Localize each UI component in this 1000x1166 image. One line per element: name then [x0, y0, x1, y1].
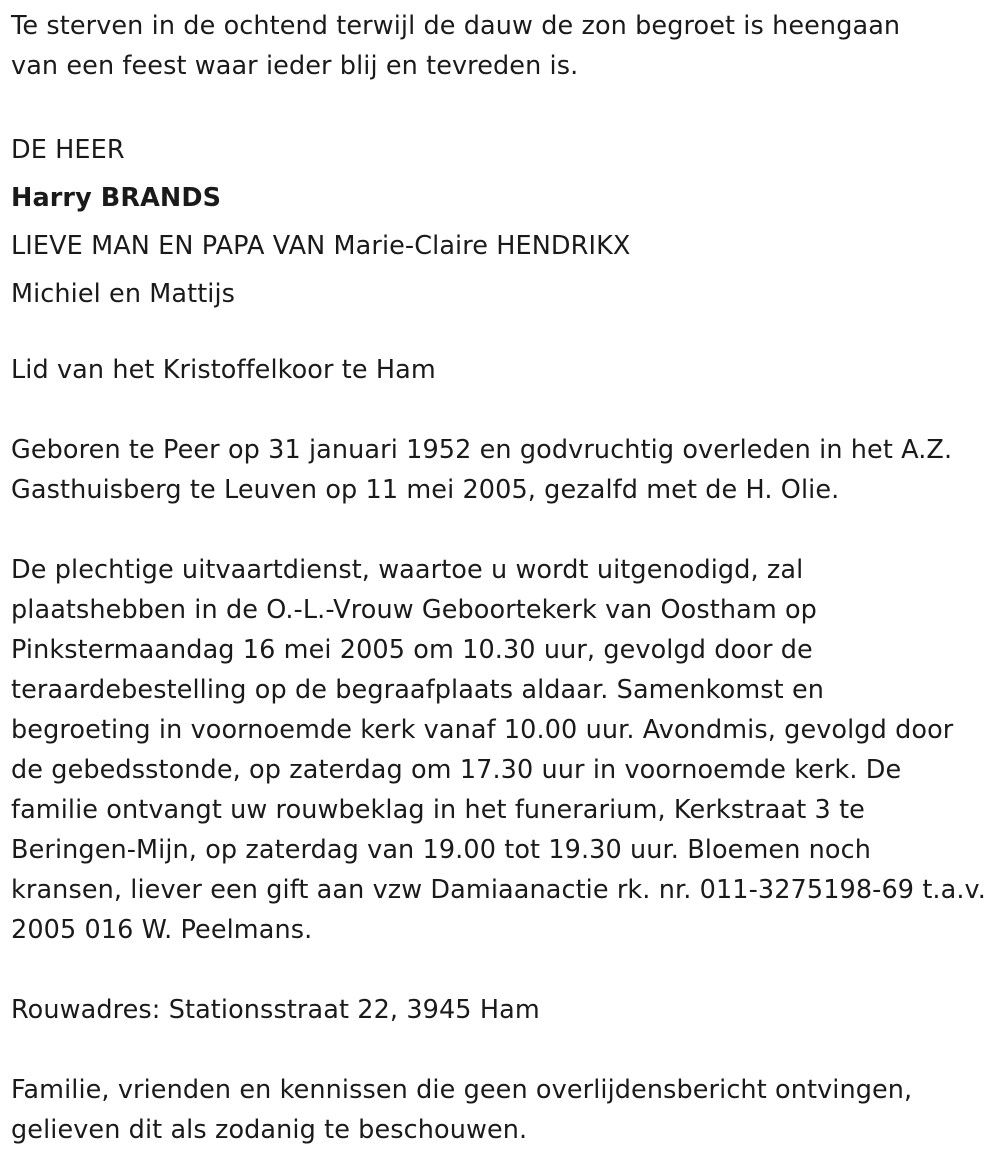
- spacer: [11, 510, 996, 550]
- paragraph-line: de gebedsstonde, op zaterdag om 17.30 uur in voornoemde kerk. De: [11, 755, 902, 785]
- spacer: [11, 318, 996, 350]
- children-line: Michiel en Mattijs: [11, 279, 236, 309]
- closing-paragraph: [11, 1070, 996, 1150]
- paragraph-line: Gasthuisberg te Leuven op 11 mei 2005, gezalfd met de H. Olie.: [11, 475, 840, 505]
- spacer: [11, 950, 996, 990]
- paragraph-line: plaatshebben in de O.-L.-Vrouw Geboortekerk van Oostham op: [11, 595, 817, 625]
- paragraph-line: Geboren te Peer op 31 januari 1952 en godvruchtig overleden in het A.Z.: [11, 435, 953, 465]
- spacer: [11, 390, 996, 430]
- funeral-paragraph: [11, 550, 996, 950]
- intro-line: Te sterven in de ochtend terwijl de dauw de zon begroet is heengaan: [11, 11, 901, 41]
- honorific: DE HEER: [11, 135, 125, 165]
- paragraph-line: gelieven dit als zodanig te beschouwen.: [11, 1115, 528, 1145]
- death-notice: [11, 6, 996, 1150]
- paragraph-line: Pinkstermaandag 16 mei 2005 om 10.30 uur, gevolgd door de: [11, 635, 813, 665]
- intro-poem: [11, 6, 996, 86]
- paragraph-line: 2005 016 W. Peelmans.: [11, 915, 313, 945]
- membership-line: Lid van het Kristoffelkoor te Ham: [11, 355, 436, 385]
- address-line: Rouwadres: Stationsstraat 22, 3945 Ham: [11, 995, 540, 1025]
- paragraph-line: Familie, vrienden en kennissen die geen overlijdensbericht ontvingen,: [11, 1075, 913, 1105]
- intro-line: van een feest waar ieder blij en tevreden is.: [11, 51, 579, 81]
- paragraph-line: kransen, liever een gift aan vzw Damiaanactie rk. nr. 011-3275198-69 t.a.v.: [11, 875, 986, 905]
- paragraph-line: teraardebestelling op de begraafplaats aldaar. Samenkomst en: [11, 675, 824, 705]
- paragraph-line: De plechtige uitvaartdienst, waartoe u wordt uitgenodigd, zal: [11, 555, 804, 585]
- deceased-name: Harry BRANDS: [11, 183, 222, 213]
- spacer: [11, 86, 996, 126]
- paragraph-line: Beringen-Mijn, op zaterdag van 19.00 tot 19.30 uur. Bloemen noch: [11, 835, 872, 865]
- paragraph-line: familie ontvangt uw rouwbeklag in het funerarium, Kerkstraat 3 te: [11, 795, 865, 825]
- paragraph-line: begroeting in voornoemde kerk vanaf 10.00 uur. Avondmis, gevolgd door: [11, 715, 954, 745]
- spacer: [11, 1030, 996, 1070]
- relation-line: LIEVE MAN EN PAPA VAN Marie-Claire HENDRIKX: [11, 231, 631, 261]
- person-block: [11, 126, 996, 318]
- birth-death-paragraph: [11, 430, 996, 510]
